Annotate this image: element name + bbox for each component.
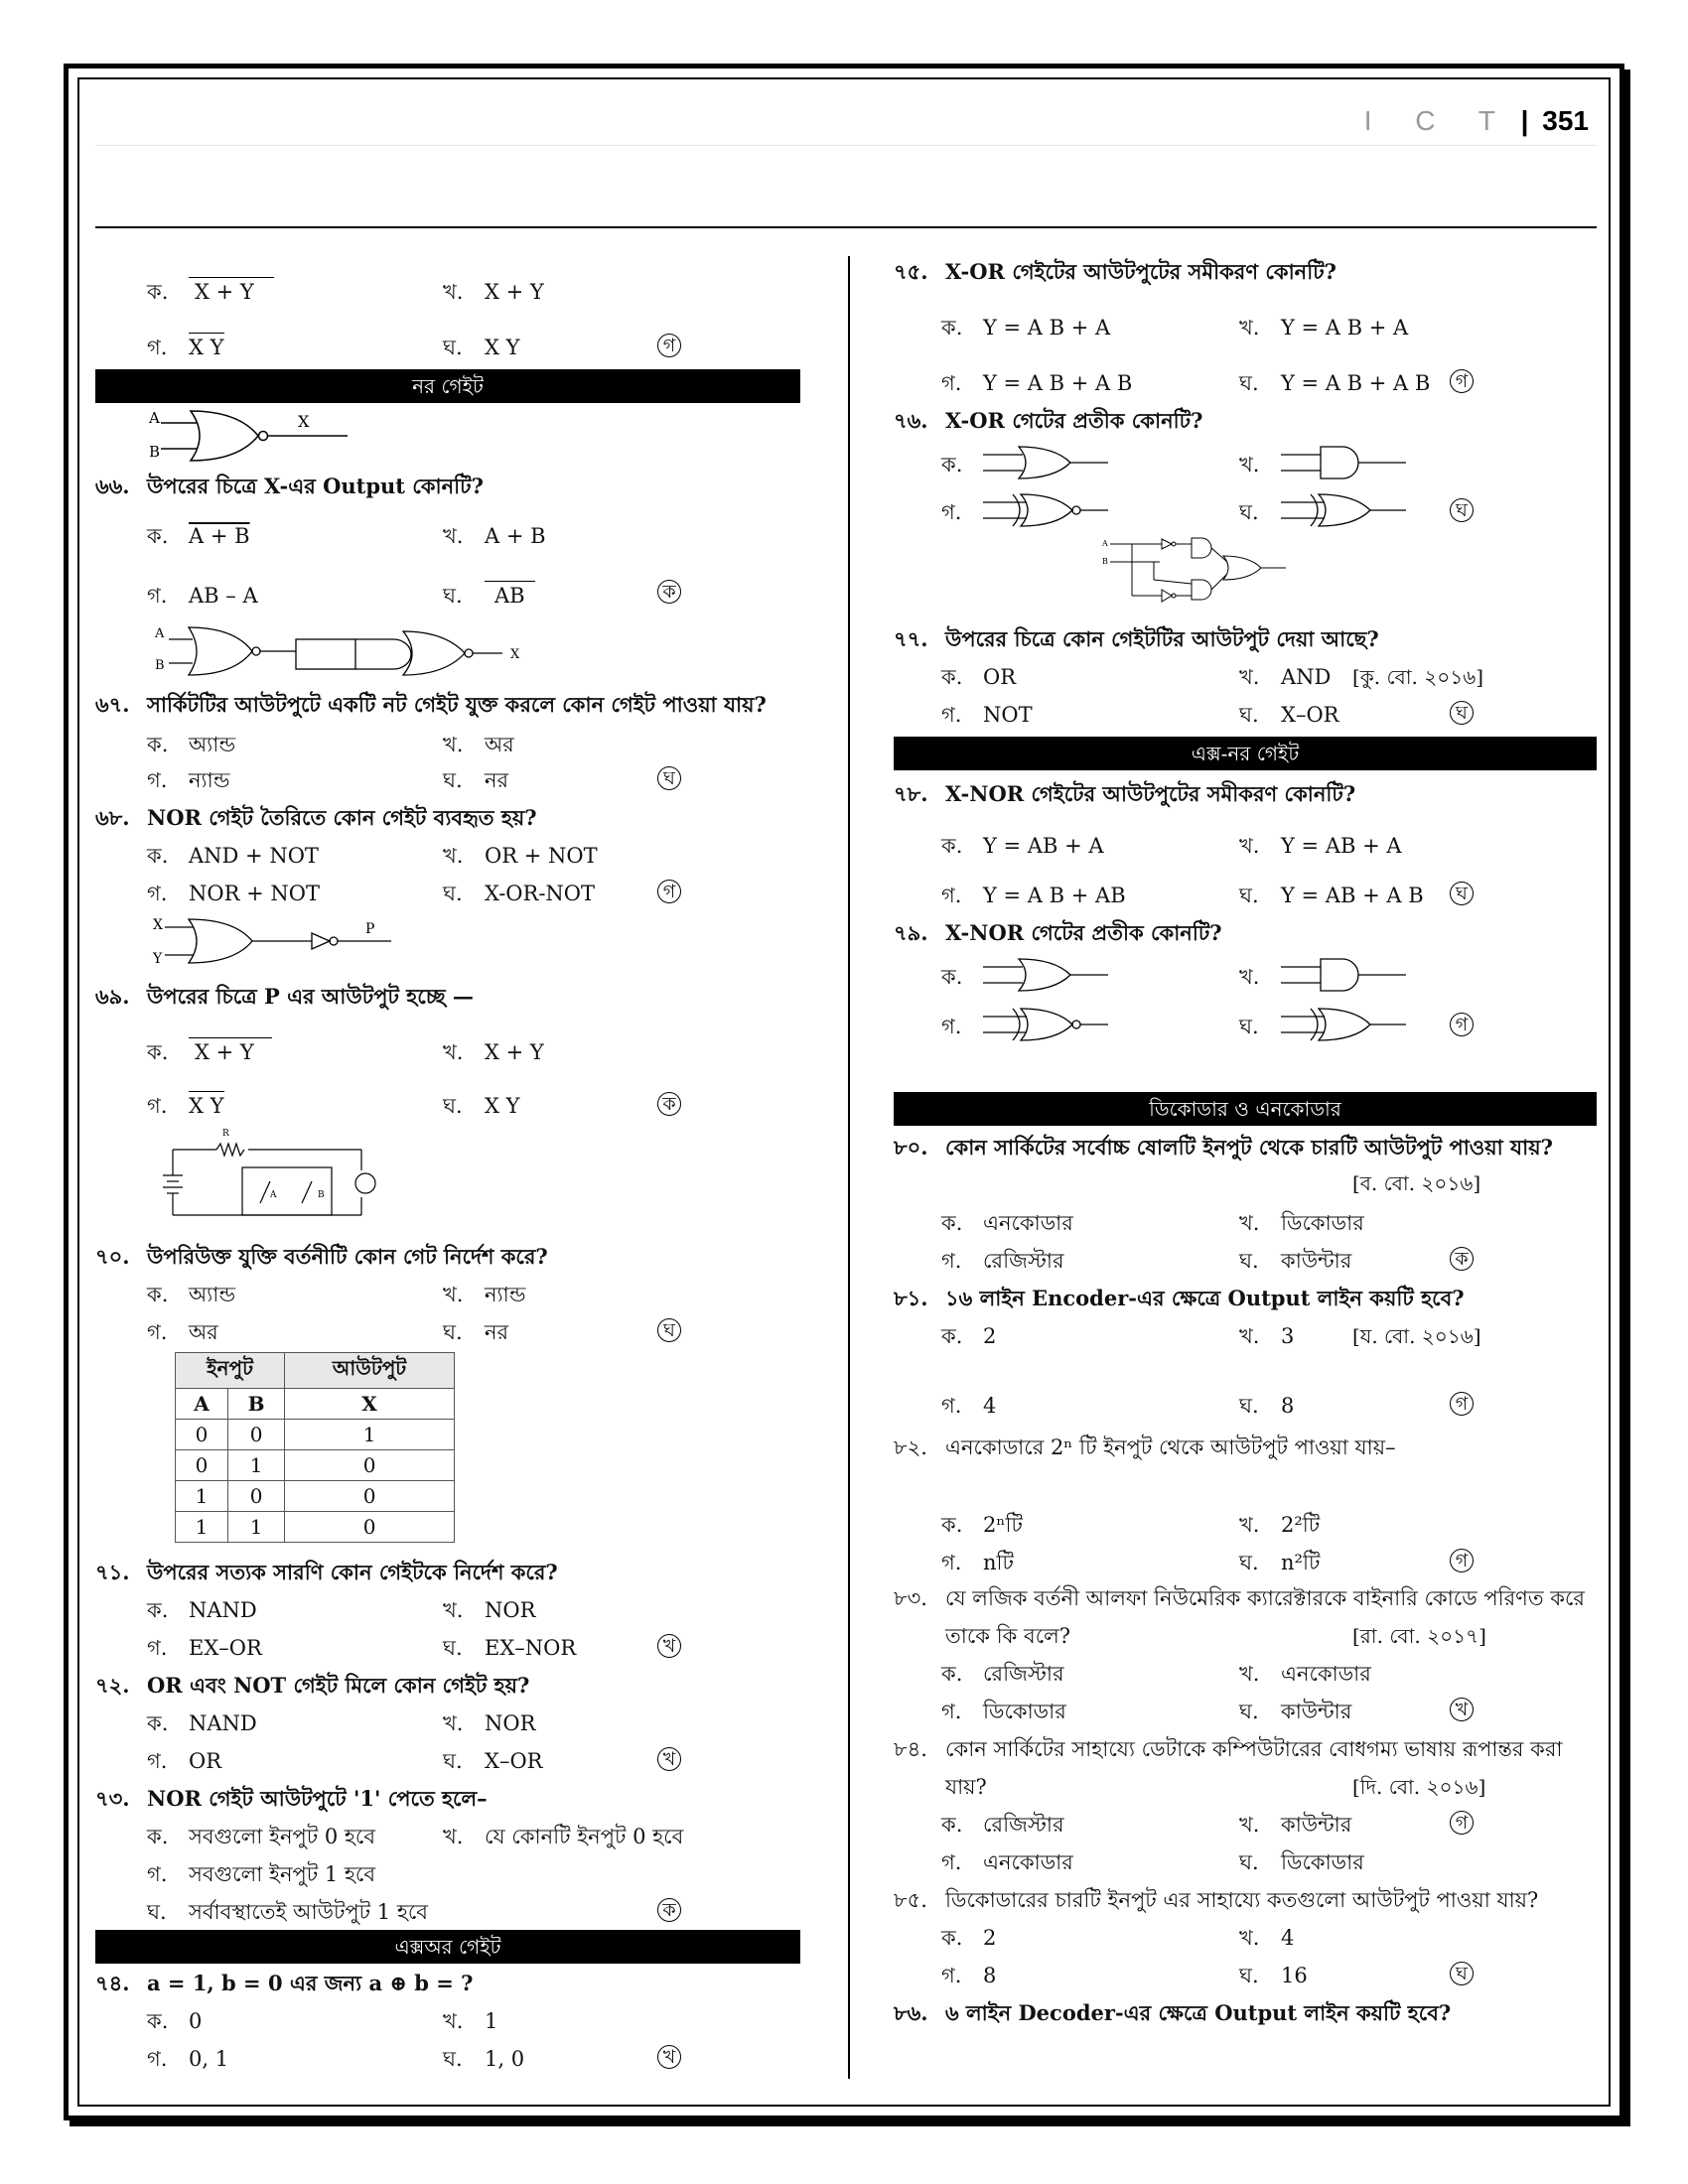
option: ক. X + Y [147,276,274,311]
question-76: ৭৬. X-OR গেটের প্রতীক কোনটি? [894,408,1203,433]
input-b-label: B [149,443,161,461]
question-83-cont: তাকে কি বলে? [945,1624,1071,1648]
option: খ. এনকোডার [1239,1662,1371,1686]
question-77: ৭৭. উপরের চিত্রে কোন গেইটটির আউটপুট দেয়া আছে? [894,626,1379,651]
option: ঘ. নর [443,1320,509,1344]
option: খ. [1239,453,1260,477]
option: খ. A + B [443,524,546,548]
option: গ. AB – A [147,584,258,608]
svg-text:B: B [318,1190,325,1200]
truth-table-header-output: আউটপুট [285,1353,455,1389]
board-reference: [রা. বো. ২০১৭] [1352,1624,1486,1648]
option: ক. রেজিস্টার [941,1813,1064,1837]
option: খ. ডিকোডার [1239,1211,1364,1235]
option: খ. 3 [1239,1324,1295,1348]
question-68: ৬৮. NOR গেইট তৈরিতে কোন গেইট ব্যবহৃত হয়? [95,805,537,830]
and-gate-symbol-option [983,443,1112,482]
page-border-shadow-bottom [70,2120,1630,2126]
option: খ. 1 [443,2009,498,2033]
table-row: 1 1 0 [176,1512,455,1543]
option: খ. কাউন্টার [1239,1813,1352,1837]
option: ক. AND + NOT [147,844,319,868]
option: ক. OR [941,665,1017,689]
xor-gate-symbol-option [1281,490,1410,530]
option: ঘ. [1239,500,1259,524]
answer-mark: খ [657,1634,681,1658]
truth-table-header-input: ইনপুট [176,1353,285,1389]
question-75: ৭৫. X-OR গেইটের আউটপুটের সমীকরণ কোনটি? [894,259,1336,284]
option: গ. ন্যান্ড [147,768,230,792]
option: গ. X Y [147,1090,224,1125]
output-x-label: X [298,412,310,431]
option: ক. Y = A B + A [941,316,1111,340]
option: ক. অ্যান্ড [147,733,236,756]
question-82: ৮২. এনকোডারে 2ⁿ টি ইনপুট থেকে আউটপুট পাওয়া যায়– [894,1435,1396,1459]
option: গ. 4 [941,1394,997,1418]
or-gate-symbol-option [983,955,1112,995]
question-83: ৮৩. যে লজিক বর্তনী আলফা নিউমেরিক ক্যারেক্টারকে বাইনারি কোডে পরিণত করে [894,1586,1585,1610]
header-separator: | [1520,105,1529,136]
question-74: ৭৪. a = 1, b = 0 এর জন্য a ⊕ b = ? [95,1971,474,1995]
column-divider [848,256,850,2079]
section-heading-decoder: ডিকোডার ও এনকোডার [894,1092,1597,1126]
question-66: ৬৬. উপরের চিত্রে X-এর Output কোনটি? [95,474,484,498]
option: ঘ. ডিকোডার [1239,1850,1364,1874]
table-row: 0 1 0 [176,1450,455,1481]
switch-circuit-diagram [153,1126,391,1225]
answer-mark: গ [1450,1013,1474,1036]
option: ক. 2ⁿটি [941,1513,1023,1537]
svg-text:B: B [155,658,165,673]
option: খ. Y = A B + A [1239,316,1409,340]
header-rule-light [95,145,1597,146]
question-69: ৬৯. উপরের চিত্রে P এর আউটপুট হচ্ছে — [95,984,474,1009]
question-84-cont: যায়? [945,1775,987,1799]
page-border-shadow [1624,69,1630,2126]
option: খ. NOR [443,1711,536,1735]
option: ঘ. সর্বাবস্থাতেই আউটপুট 1 হবে [147,1900,428,1924]
option: ঘ. X-OR-NOT [443,882,596,905]
option: ক. অ্যান্ড [147,1283,236,1306]
table-row: 1 0 0 [176,1481,455,1512]
question-72: ৭২. OR এবং NOT গেইট মিলে কোন গেইট হয়? [95,1673,530,1698]
and-gate-symbol-option [1281,443,1410,482]
option: গ. 8 [941,1964,997,1987]
option: ক. X + Y [147,1036,272,1071]
option: খ. [1239,965,1260,989]
option: গ. NOR + NOT [147,882,320,905]
option: ঘ. Y = AB + A B [1239,884,1424,907]
option: গ. ডিকোডার [941,1700,1066,1723]
board-reference: [দি. বো. ২০১৬] [1352,1775,1486,1799]
board-reference: [য. বো. ২০১৬] [1352,1324,1481,1348]
svg-text:A: A [155,626,165,641]
xnor-gate-symbol-option [983,1005,1112,1044]
answer-mark: ঘ [1450,1962,1474,1985]
svg-text:B: B [1102,557,1108,566]
svg-text:P: P [365,921,375,937]
option: ক. সবগুলো ইনপুট 0 হবে [147,1825,376,1848]
answer-mark: ক [657,580,681,604]
option: গ. [941,1015,962,1038]
board-reference: [কু. বো. ২০১৬] [1352,665,1484,689]
svg-text:X: X [153,917,163,933]
answer-mark: গ [1450,1392,1474,1416]
option: ঘ. Y = A B + A B [1239,371,1431,395]
svg-text:Y: Y [153,951,163,967]
svg-text:X: X [510,647,520,662]
option: ঘ. X–OR [443,1749,543,1773]
question-78: ৭৮. X-NOR গেইটের আউটপুটের সমীকরণ কোনটি? [894,781,1356,806]
page-header [1364,105,1589,137]
question-70: ৭০. উপরিউক্ত যুক্তি বর্তনীটি কোন গেট নির্দেশ করে? [95,1244,548,1269]
question-84: ৮৪. কোন সার্কিটের সাহায্যে ডেটাকে কম্পিউটারের বোধগম্য ভাষায় রূপান্তর করা [894,1737,1563,1761]
option: খ. যে কোনটি ইনপুট 0 হবে [443,1825,684,1848]
answer-mark: গ [657,334,681,357]
answer-mark: ক [657,1898,681,1922]
option: ঘ. X–OR [1239,703,1339,727]
option: খ. X + Y [443,280,544,304]
xnor-gate-symbol-option [983,490,1112,530]
answer-mark: খ [657,2045,681,2069]
truth-table: ইনপুট আউটপুট A B X 0 0 1 0 1 0 1 0 0 1 1 0 [175,1352,455,1543]
option: ঘ. 16 [1239,1964,1308,1987]
section-heading-nor: নর গেইট [95,369,800,403]
answer-mark: গ [1450,1811,1474,1835]
xor-circuit-diagram [1102,536,1340,615]
section-heading-xnor: এক্স-নর গেইট [894,737,1597,770]
nor-gate-diagram [149,405,348,465]
option: ক. [941,965,963,989]
option: গ. রেজিস্টার [941,1249,1064,1273]
input-a-label: A [149,409,160,427]
option: ঘ. 8 [1239,1394,1295,1418]
option: ক. রেজিস্টার [941,1662,1064,1686]
question-81: ৮১. ১৬ লাইন Encoder-এর ক্ষেত্রে Output লাইন কয়টি হবে? [894,1286,1465,1310]
option: ঘ. 1, 0 [443,2047,525,2071]
option: ঘ. কাউন্টার [1239,1700,1352,1723]
question-67: ৬৭. সার্কিটটির আউটপুটে একটি নট গেইট যুক্ত করলে কোন গেইট পাওয়া যায়? [95,692,767,717]
option: খ. Y = AB + A [1239,834,1402,858]
or-not-circuit-diagram [155,621,532,681]
option: ক. এনকোডার [941,1211,1073,1235]
option: গ. NOT [941,703,1033,727]
option: খ. X + Y [443,1040,544,1064]
option: ঘ. n²টি [1239,1551,1321,1574]
option: গ. EX–OR [147,1636,262,1660]
option: ঘ. X Y [443,336,520,359]
option: খ. 2²টি [1239,1513,1321,1537]
option: খ. NOR [443,1598,536,1622]
header-rule [95,226,1597,228]
or-not-gate-p-diagram [153,915,451,965]
option: খ. 4 [1239,1926,1295,1950]
answer-mark: গ [657,880,681,903]
option: ক. A + B [147,524,250,548]
answer-mark: ক [657,1092,681,1116]
option: ঘ. X Y [443,1094,520,1118]
option: খ. ন্যান্ড [443,1283,526,1306]
answer-mark: ঘ [657,1318,681,1342]
and-gate-symbol-option [1281,955,1410,995]
answer-mark: ঘ [1450,498,1474,522]
answer-mark: গ [1450,369,1474,393]
question-85: ৮৫. ডিকোডারের চারটি ইনপুট এর সাহায্যে কতগুলো আউটপুট পাওয়া যায়? [894,1888,1539,1912]
option: গ. Y = A B + A B [941,371,1133,395]
question-80: ৮০. কোন সার্কিটের সর্বোচ্চ ষোলটি ইনপুট থেকে চারটি আউটপুট পাওয়া যায়? [894,1135,1553,1160]
option: ক. 2 [941,1926,997,1950]
svg-text:A: A [1102,539,1108,548]
option: ঘ. AB [443,580,535,614]
option: গ. Y = A B + AB [941,884,1126,907]
svg-text:A: A [270,1190,277,1200]
table-row: 0 0 1 [176,1420,455,1450]
page-number: 351 [1542,105,1589,136]
board-reference: [ব. বো. ২০১৬] [1352,1171,1481,1195]
option: খ. OR + NOT [443,844,598,868]
option: ঘ. নর [443,768,509,792]
option: খ. অর [443,733,514,756]
option: গ. 0, 1 [147,2047,229,2071]
answer-mark: খ [657,1747,681,1771]
option: ক. 0 [147,2009,203,2033]
section-heading-xor: এক্সঅর গেইট [95,1930,800,1964]
option: গ. OR [147,1749,222,1773]
subject-label: I C T [1363,105,1513,136]
question-86: ৮৬. ৬ লাইন Decoder-এর ক্ষেত্রে Output লাইন কয়টি হবে? [894,2000,1452,2025]
option: ক. [941,453,963,477]
question-71: ৭১. উপরের সত্যক সারণি কোন গেইটকে নির্দেশ করে? [95,1560,558,1584]
svg-text:R: R [222,1129,229,1139]
answer-mark: খ [1450,1698,1474,1721]
answer-mark: ক [1450,1247,1474,1271]
option: ঘ. [1239,1015,1259,1038]
option: গ. X Y [147,332,224,366]
xor-gate-symbol-option [1281,1005,1410,1044]
option: খ. AND [1239,665,1332,689]
option: ঘ. EX–NOR [443,1636,577,1660]
option: ক. Y = AB + A [941,834,1104,858]
option: গ. এনকোডার [941,1850,1073,1874]
answer-mark: ঘ [657,766,681,790]
option: ঘ. কাউন্টার [1239,1249,1352,1273]
option: গ. [941,500,962,524]
option: ক. 2 [941,1324,997,1348]
option: গ. অর [147,1320,218,1344]
option: গ. nটি [941,1551,1014,1574]
answer-mark: গ [1450,1549,1474,1572]
answer-mark: ঘ [1450,882,1474,905]
question-79: ৭৯. X-NOR গেটের প্রতীক কোনটি? [894,920,1222,945]
option: ক. NAND [147,1711,257,1735]
option: গ. সবগুলো ইনপুট 1 হবে [147,1862,376,1886]
answer-mark: ঘ [1450,701,1474,725]
option: ক. NAND [147,1598,257,1622]
question-73: ৭৩. NOR গেইট আউটপুটে '1' পেতে হলে– [95,1786,488,1811]
